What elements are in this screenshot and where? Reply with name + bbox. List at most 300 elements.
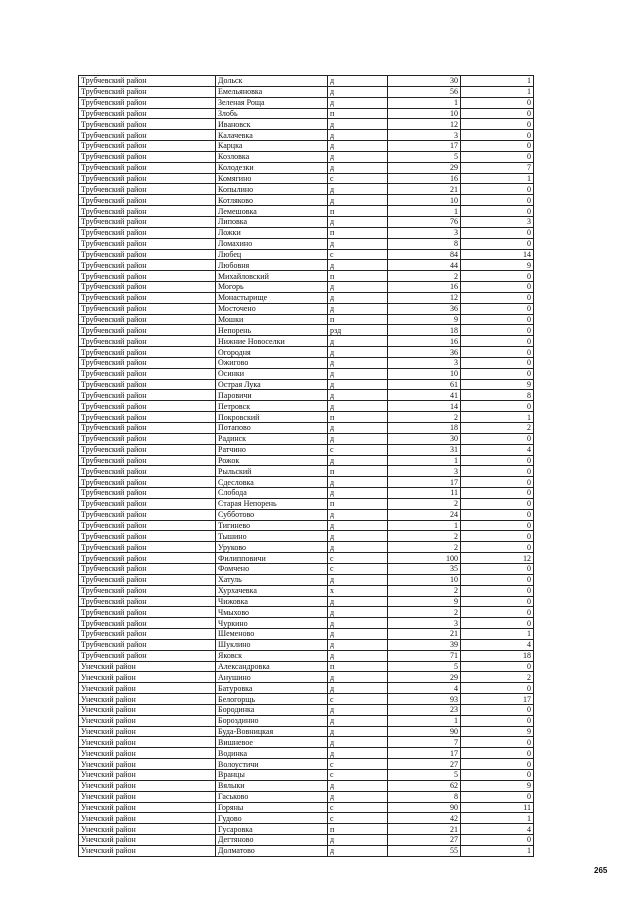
settlement-cell: Зеленая Роща bbox=[216, 97, 328, 108]
value-b-cell: 1 bbox=[461, 86, 534, 97]
district-cell: Трубчевский район bbox=[79, 195, 216, 206]
table-row bbox=[79, 271, 534, 282]
type-cell: д bbox=[328, 282, 388, 293]
value-b-cell: 0 bbox=[461, 488, 534, 499]
district-cell: Трубчевский район bbox=[79, 379, 216, 390]
settlement-cell: Хурхачевка bbox=[216, 585, 328, 596]
type-cell: п bbox=[328, 314, 388, 325]
table-row bbox=[79, 444, 534, 455]
type-cell: д bbox=[328, 368, 388, 379]
district-cell: Унечский район bbox=[79, 672, 216, 683]
value-a-cell: 3 bbox=[388, 466, 461, 477]
value-a-cell: 90 bbox=[388, 726, 461, 737]
type-cell: д bbox=[328, 683, 388, 694]
district-cell: Унечский район bbox=[79, 759, 216, 770]
settlement-cell: Ломахино bbox=[216, 238, 328, 249]
value-b-cell: 0 bbox=[461, 206, 534, 217]
value-b-cell: 0 bbox=[461, 509, 534, 520]
table-row bbox=[79, 813, 534, 824]
settlement-cell: Ожигово bbox=[216, 357, 328, 368]
table-row bbox=[79, 184, 534, 195]
district-cell: Трубчевский район bbox=[79, 498, 216, 509]
district-cell: Трубчевский район bbox=[79, 563, 216, 574]
district-cell: Унечский район bbox=[79, 737, 216, 748]
table-row bbox=[79, 629, 534, 640]
type-cell: д bbox=[328, 650, 388, 661]
settlement-cell: Филипповичи bbox=[216, 553, 328, 564]
settlement-cell: Вранцы bbox=[216, 770, 328, 781]
settlement-cell: Колодезки bbox=[216, 162, 328, 173]
type-cell: д bbox=[328, 119, 388, 130]
district-cell: Трубчевский район bbox=[79, 574, 216, 585]
district-cell: Унечский район bbox=[79, 770, 216, 781]
type-cell: д bbox=[328, 390, 388, 401]
value-b-cell: 1 bbox=[461, 813, 534, 824]
type-cell: с bbox=[328, 813, 388, 824]
value-a-cell: 9 bbox=[388, 314, 461, 325]
type-cell: д bbox=[328, 488, 388, 499]
type-cell: х bbox=[328, 585, 388, 596]
value-a-cell: 2 bbox=[388, 271, 461, 282]
value-b-cell: 4 bbox=[461, 444, 534, 455]
settlement-cell: Долматово bbox=[216, 845, 328, 856]
table-row bbox=[79, 835, 534, 846]
settlement-cell: Огородня bbox=[216, 347, 328, 358]
table-row bbox=[79, 607, 534, 618]
table-row bbox=[79, 433, 534, 444]
type-cell: с bbox=[328, 802, 388, 813]
table-row bbox=[79, 347, 534, 358]
district-cell: Трубчевский район bbox=[79, 531, 216, 542]
value-b-cell: 9 bbox=[461, 260, 534, 271]
settlement-cell: Чуркино bbox=[216, 618, 328, 629]
table-row bbox=[79, 531, 534, 542]
settlement-cell: Козловка bbox=[216, 151, 328, 162]
district-cell: Трубчевский район bbox=[79, 477, 216, 488]
settlement-cell: Лемешовка bbox=[216, 206, 328, 217]
value-b-cell: 0 bbox=[461, 542, 534, 553]
type-cell: п bbox=[328, 412, 388, 423]
table-row bbox=[79, 618, 534, 629]
table-row bbox=[79, 520, 534, 531]
value-a-cell: 61 bbox=[388, 379, 461, 390]
value-a-cell: 93 bbox=[388, 694, 461, 705]
settlement-cell: Емельяновка bbox=[216, 86, 328, 97]
type-cell: с bbox=[328, 553, 388, 564]
value-a-cell: 18 bbox=[388, 423, 461, 434]
table-row bbox=[79, 509, 534, 520]
district-cell: Трубчевский район bbox=[79, 292, 216, 303]
district-cell: Трубчевский район bbox=[79, 108, 216, 119]
settlement-cell: Осинки bbox=[216, 368, 328, 379]
district-cell: Трубчевский район bbox=[79, 119, 216, 130]
district-cell: Унечский район bbox=[79, 791, 216, 802]
table-row bbox=[79, 130, 534, 141]
value-a-cell: 30 bbox=[388, 433, 461, 444]
value-b-cell: 0 bbox=[461, 661, 534, 672]
district-cell: Трубчевский район bbox=[79, 271, 216, 282]
value-b-cell: 0 bbox=[461, 282, 534, 293]
value-b-cell: 0 bbox=[461, 151, 534, 162]
district-cell: Трубчевский район bbox=[79, 347, 216, 358]
district-cell: Трубчевский район bbox=[79, 488, 216, 499]
value-b-cell: 0 bbox=[461, 238, 534, 249]
district-cell: Трубчевский район bbox=[79, 282, 216, 293]
value-b-cell: 1 bbox=[461, 629, 534, 640]
table-row bbox=[79, 260, 534, 271]
settlement-cell: Тигинево bbox=[216, 520, 328, 531]
table-row bbox=[79, 737, 534, 748]
settlement-cell: Карцка bbox=[216, 141, 328, 152]
table-row bbox=[79, 379, 534, 390]
table-row bbox=[79, 325, 534, 336]
district-cell: Унечский район bbox=[79, 748, 216, 759]
table-row bbox=[79, 585, 534, 596]
value-a-cell: 16 bbox=[388, 282, 461, 293]
type-cell: д bbox=[328, 401, 388, 412]
value-b-cell: 18 bbox=[461, 650, 534, 661]
value-b-cell: 0 bbox=[461, 184, 534, 195]
value-a-cell: 84 bbox=[388, 249, 461, 260]
value-a-cell: 29 bbox=[388, 162, 461, 173]
type-cell: д bbox=[328, 737, 388, 748]
settlement-cell: Шуклино bbox=[216, 639, 328, 650]
value-b-cell: 2 bbox=[461, 423, 534, 434]
value-a-cell: 23 bbox=[388, 704, 461, 715]
type-cell: д bbox=[328, 748, 388, 759]
value-b-cell: 0 bbox=[461, 618, 534, 629]
value-b-cell: 0 bbox=[461, 433, 534, 444]
value-b-cell: 9 bbox=[461, 379, 534, 390]
settlement-cell: Потапово bbox=[216, 423, 328, 434]
district-cell: Трубчевский район bbox=[79, 357, 216, 368]
value-b-cell: 0 bbox=[461, 314, 534, 325]
table-row bbox=[79, 759, 534, 770]
value-b-cell: 0 bbox=[461, 336, 534, 347]
table-row bbox=[79, 412, 534, 423]
settlement-cell: Хатуль bbox=[216, 574, 328, 585]
table-row bbox=[79, 455, 534, 466]
table-row bbox=[79, 748, 534, 759]
table-row bbox=[79, 357, 534, 368]
district-cell: Трубчевский район bbox=[79, 325, 216, 336]
type-cell: с bbox=[328, 694, 388, 705]
settlement-cell: Белогорщь bbox=[216, 694, 328, 705]
value-b-cell: 0 bbox=[461, 531, 534, 542]
settlement-cell: Гаськово bbox=[216, 791, 328, 802]
settlement-cell: Ложки bbox=[216, 227, 328, 238]
district-cell: Трубчевский район bbox=[79, 607, 216, 618]
value-b-cell: 0 bbox=[461, 737, 534, 748]
value-a-cell: 1 bbox=[388, 97, 461, 108]
value-b-cell: 17 bbox=[461, 694, 534, 705]
value-b-cell: 1 bbox=[461, 845, 534, 856]
type-cell: п bbox=[328, 498, 388, 509]
settlement-cell: Александровка bbox=[216, 661, 328, 672]
settlement-cell: Острая Лука bbox=[216, 379, 328, 390]
settlement-cell: Яковск bbox=[216, 650, 328, 661]
settlement-cell: Ивановск bbox=[216, 119, 328, 130]
settlement-cell: Мосточено bbox=[216, 303, 328, 314]
settlement-cell: Гусаровка bbox=[216, 824, 328, 835]
value-a-cell: 24 bbox=[388, 509, 461, 520]
settlement-cell: Михайловский bbox=[216, 271, 328, 282]
type-cell: д bbox=[328, 162, 388, 173]
value-a-cell: 62 bbox=[388, 780, 461, 791]
value-a-cell: 30 bbox=[388, 76, 461, 87]
type-cell: д bbox=[328, 531, 388, 542]
settlement-cell: Водинка bbox=[216, 748, 328, 759]
value-a-cell: 7 bbox=[388, 737, 461, 748]
settlement-cell: Петровск bbox=[216, 401, 328, 412]
district-cell: Унечский район bbox=[79, 845, 216, 856]
value-b-cell: 0 bbox=[461, 835, 534, 846]
value-b-cell: 0 bbox=[461, 770, 534, 781]
settlement-cell: Уруково bbox=[216, 542, 328, 553]
table-row bbox=[79, 780, 534, 791]
district-cell: Трубчевский район bbox=[79, 618, 216, 629]
value-b-cell: 0 bbox=[461, 477, 534, 488]
table-row bbox=[79, 672, 534, 683]
table-row bbox=[79, 488, 534, 499]
value-a-cell: 1 bbox=[388, 520, 461, 531]
district-cell: Трубчевский район bbox=[79, 303, 216, 314]
district-cell: Трубчевский район bbox=[79, 455, 216, 466]
settlement-cell: Старая Непорень bbox=[216, 498, 328, 509]
value-a-cell: 3 bbox=[388, 618, 461, 629]
district-cell: Трубчевский район bbox=[79, 86, 216, 97]
type-cell: д bbox=[328, 195, 388, 206]
value-b-cell: 1 bbox=[461, 76, 534, 87]
district-cell: Унечский район bbox=[79, 780, 216, 791]
table-row bbox=[79, 715, 534, 726]
district-cell: Трубчевский район bbox=[79, 130, 216, 141]
value-b-cell: 0 bbox=[461, 141, 534, 152]
type-cell: д bbox=[328, 357, 388, 368]
district-cell: Трубчевский район bbox=[79, 390, 216, 401]
value-b-cell: 0 bbox=[461, 574, 534, 585]
settlement-cell: Дольск bbox=[216, 76, 328, 87]
district-cell: Трубчевский район bbox=[79, 76, 216, 87]
table-row bbox=[79, 206, 534, 217]
value-a-cell: 2 bbox=[388, 585, 461, 596]
type-cell: п bbox=[328, 108, 388, 119]
value-a-cell: 8 bbox=[388, 238, 461, 249]
value-b-cell: 9 bbox=[461, 780, 534, 791]
value-b-cell: 3 bbox=[461, 216, 534, 227]
table-row bbox=[79, 477, 534, 488]
type-cell: п bbox=[328, 824, 388, 835]
district-cell: Трубчевский район bbox=[79, 238, 216, 249]
table-row bbox=[79, 390, 534, 401]
table-row bbox=[79, 791, 534, 802]
type-cell: д bbox=[328, 130, 388, 141]
value-b-cell: 0 bbox=[461, 466, 534, 477]
value-b-cell: 0 bbox=[461, 596, 534, 607]
settlement-cell: Монастырище bbox=[216, 292, 328, 303]
type-cell: д bbox=[328, 347, 388, 358]
value-a-cell: 44 bbox=[388, 260, 461, 271]
value-a-cell: 10 bbox=[388, 574, 461, 585]
district-cell: Трубчевский район bbox=[79, 423, 216, 434]
value-b-cell: 4 bbox=[461, 639, 534, 650]
table-row bbox=[79, 639, 534, 650]
settlement-cell: Радинск bbox=[216, 433, 328, 444]
district-cell: Трубчевский район bbox=[79, 585, 216, 596]
district-cell: Трубчевский район bbox=[79, 466, 216, 477]
value-a-cell: 14 bbox=[388, 401, 461, 412]
value-b-cell: 0 bbox=[461, 292, 534, 303]
value-a-cell: 3 bbox=[388, 227, 461, 238]
district-cell: Трубчевский район bbox=[79, 227, 216, 238]
settlement-cell: Нижние Новоселки bbox=[216, 336, 328, 347]
settlement-cell: Вялыки bbox=[216, 780, 328, 791]
table-row bbox=[79, 423, 534, 434]
district-cell: Трубчевский район bbox=[79, 520, 216, 531]
type-cell: п bbox=[328, 271, 388, 282]
table-row bbox=[79, 368, 534, 379]
value-a-cell: 10 bbox=[388, 368, 461, 379]
district-cell: Унечский район bbox=[79, 704, 216, 715]
table-row bbox=[79, 553, 534, 564]
table-row bbox=[79, 401, 534, 412]
table-row bbox=[79, 282, 534, 293]
value-b-cell: 7 bbox=[461, 162, 534, 173]
table-row bbox=[79, 683, 534, 694]
type-cell: с bbox=[328, 770, 388, 781]
district-cell: Трубчевский район bbox=[79, 412, 216, 423]
table-row bbox=[79, 466, 534, 477]
settlement-cell: Гудово bbox=[216, 813, 328, 824]
type-cell: д bbox=[328, 704, 388, 715]
type-cell: д bbox=[328, 791, 388, 802]
value-b-cell: 0 bbox=[461, 325, 534, 336]
type-cell: д bbox=[328, 835, 388, 846]
settlement-cell: Любовня bbox=[216, 260, 328, 271]
table-row bbox=[79, 86, 534, 97]
settlement-cell: Паровичи bbox=[216, 390, 328, 401]
value-a-cell: 29 bbox=[388, 672, 461, 683]
value-a-cell: 5 bbox=[388, 770, 461, 781]
value-b-cell: 0 bbox=[461, 119, 534, 130]
value-a-cell: 12 bbox=[388, 119, 461, 130]
table-row bbox=[79, 76, 534, 87]
value-a-cell: 36 bbox=[388, 347, 461, 358]
settlement-cell: Покровский bbox=[216, 412, 328, 423]
settlement-cell: Непорень bbox=[216, 325, 328, 336]
value-b-cell: 0 bbox=[461, 455, 534, 466]
value-a-cell: 2 bbox=[388, 542, 461, 553]
value-a-cell: 4 bbox=[388, 683, 461, 694]
settlement-cell: Могорь bbox=[216, 282, 328, 293]
type-cell: п bbox=[328, 466, 388, 477]
type-cell: д bbox=[328, 520, 388, 531]
table-row bbox=[79, 292, 534, 303]
table-row bbox=[79, 162, 534, 173]
type-cell: с bbox=[328, 563, 388, 574]
district-cell: Трубчевский район bbox=[79, 151, 216, 162]
table-row bbox=[79, 108, 534, 119]
district-cell: Трубчевский район bbox=[79, 173, 216, 184]
settlement-cell: Котляково bbox=[216, 195, 328, 206]
type-cell: д bbox=[328, 715, 388, 726]
settlement-cell: Сдесловка bbox=[216, 477, 328, 488]
type-cell: с bbox=[328, 444, 388, 455]
value-a-cell: 100 bbox=[388, 553, 461, 564]
type-cell: д bbox=[328, 574, 388, 585]
value-a-cell: 1 bbox=[388, 715, 461, 726]
type-cell: д bbox=[328, 216, 388, 227]
value-a-cell: 36 bbox=[388, 303, 461, 314]
table-row bbox=[79, 227, 534, 238]
value-a-cell: 16 bbox=[388, 173, 461, 184]
value-a-cell: 12 bbox=[388, 292, 461, 303]
table-row bbox=[79, 141, 534, 152]
type-cell: д bbox=[328, 423, 388, 434]
value-a-cell: 3 bbox=[388, 357, 461, 368]
value-a-cell: 21 bbox=[388, 824, 461, 835]
district-cell: Трубчевский район bbox=[79, 509, 216, 520]
type-cell: п bbox=[328, 661, 388, 672]
value-a-cell: 39 bbox=[388, 639, 461, 650]
value-b-cell: 0 bbox=[461, 303, 534, 314]
district-cell: Трубчевский район bbox=[79, 368, 216, 379]
settlement-cell: Комягино bbox=[216, 173, 328, 184]
table-row bbox=[79, 726, 534, 737]
value-b-cell: 0 bbox=[461, 130, 534, 141]
table-row bbox=[79, 650, 534, 661]
value-b-cell: 0 bbox=[461, 520, 534, 531]
type-cell: д bbox=[328, 455, 388, 466]
district-cell: Унечский район bbox=[79, 813, 216, 824]
district-cell: Трубчевский район bbox=[79, 97, 216, 108]
settlement-cell: Анушино bbox=[216, 672, 328, 683]
type-cell: д bbox=[328, 86, 388, 97]
value-a-cell: 2 bbox=[388, 412, 461, 423]
value-b-cell: 1 bbox=[461, 173, 534, 184]
value-b-cell: 0 bbox=[461, 347, 534, 358]
value-a-cell: 16 bbox=[388, 336, 461, 347]
district-cell: Унечский район bbox=[79, 694, 216, 705]
value-b-cell: 0 bbox=[461, 195, 534, 206]
value-a-cell: 8 bbox=[388, 791, 461, 802]
type-cell: д bbox=[328, 151, 388, 162]
settlement-cell: Тышино bbox=[216, 531, 328, 542]
value-b-cell: 11 bbox=[461, 802, 534, 813]
district-cell: Унечский район bbox=[79, 824, 216, 835]
settlement-cell: Чмыхово bbox=[216, 607, 328, 618]
settlement-cell: Фомчено bbox=[216, 563, 328, 574]
value-b-cell: 0 bbox=[461, 108, 534, 119]
settlement-cell: Рыльский bbox=[216, 466, 328, 477]
value-b-cell: 0 bbox=[461, 97, 534, 108]
district-cell: Трубчевский район bbox=[79, 314, 216, 325]
type-cell: д bbox=[328, 629, 388, 640]
district-cell: Трубчевский район bbox=[79, 639, 216, 650]
value-a-cell: 17 bbox=[388, 141, 461, 152]
value-b-cell: 0 bbox=[461, 368, 534, 379]
district-cell: Трубчевский район bbox=[79, 184, 216, 195]
value-a-cell: 55 bbox=[388, 845, 461, 856]
settlement-cell: Чижовка bbox=[216, 596, 328, 607]
value-b-cell: 0 bbox=[461, 715, 534, 726]
settlement-cell: Бородинка bbox=[216, 704, 328, 715]
value-a-cell: 1 bbox=[388, 206, 461, 217]
district-cell: Унечский район bbox=[79, 726, 216, 737]
value-b-cell: 0 bbox=[461, 607, 534, 618]
value-a-cell: 17 bbox=[388, 748, 461, 759]
value-b-cell: 0 bbox=[461, 759, 534, 770]
